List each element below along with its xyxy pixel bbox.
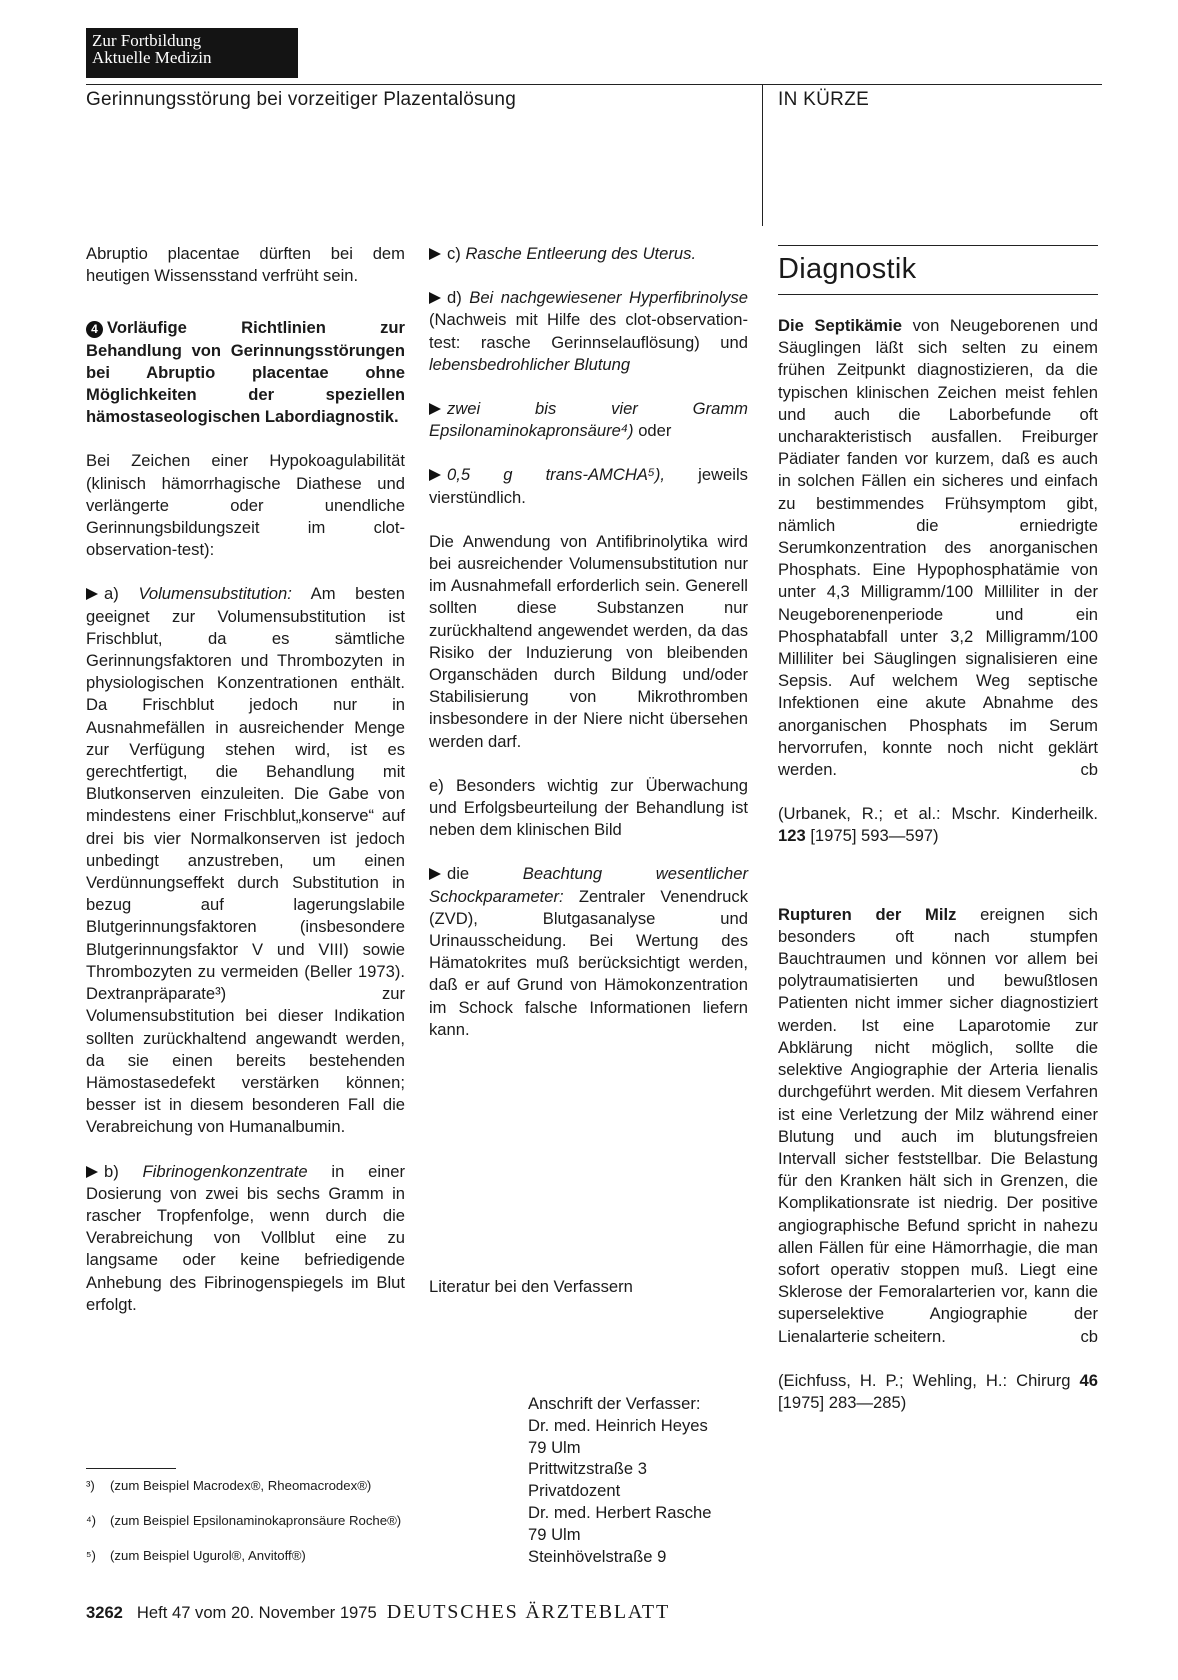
item-e: e) Besonders wichtig zur Überwachung und Erfolgsbeurteilung der Behandlung ist neben dem klinischen Bild [429, 775, 748, 840]
milzruptur-paragraph [778, 904, 1098, 1348]
antifibrinolytika-paragraph: Die Anwendung von Antifibrinolytika wird bei ausreichender Volumensubstitution nur im Ausnahmefall erforderlich sein. Generell sollten diese Substanzen nur zurückhaltend angewendet werden, da das Risiko der Induzierung von bleibenden Organschäden durch Bildung und/oder Stabilisierung von Mikrothromben insbesondere in der Niere nicht übersehen werden darf. [429, 531, 748, 751]
bullet-triangle-icon [429, 868, 441, 880]
footnote-number: ⁵) [86, 1548, 96, 1563]
bullet-triangle-icon [429, 403, 441, 415]
reference-pages: [1975] 593—597) [810, 826, 939, 846]
bullet-triangle-icon [429, 248, 441, 260]
rubric-line-2: Aktuelle Medizin [92, 48, 212, 67]
article-title: Gerinnungsstörung bei vorzeitiger Plazentalösung [86, 89, 516, 110]
intro-text: Abruptio placentae dürften bei dem heutigen Wissensstand verfrüht sein. [86, 244, 405, 286]
septikaemie-reference [778, 803, 1098, 847]
reference-text: (Urbanek, R.; et al.: Mschr. Kinderheilk. [778, 804, 1098, 824]
address-line: Dr. med. Herbert Rasche [528, 1502, 712, 1522]
address-line: Anschrift der Verfasser: [528, 1394, 701, 1413]
footnote-text: (zum Beispiel Macrodex®, Rheomacrodex®) [110, 1478, 372, 1493]
page-number: 3262 [86, 1603, 123, 1622]
dose-epsilon-term: zwei bis vier Gramm Epsilonaminokapronsäure⁴) [429, 399, 748, 441]
bullet-triangle-icon [429, 292, 441, 304]
page-footer [86, 1601, 670, 1624]
item-b-prefix: b) [104, 1161, 119, 1181]
bullet-triangle-icon [429, 469, 441, 481]
reference-pages: [1975] 283—285) [778, 1392, 907, 1412]
footnote-5 [86, 1548, 406, 1563]
address-line: Steinhövelstraße 9 [528, 1546, 667, 1566]
item-d [429, 287, 748, 376]
dose-epsilon [429, 398, 748, 442]
item-d-term: Bei nachgewiesener Hyperfibrinolyse [469, 288, 748, 308]
guidelines-heading-text: Vorläufige Richtlinien zur Behandlung von Gerinnungsstörungen bei Abruptio placentae ohne Möglichkeiten der speziellen hämostaseologischen Labordiagnostik. [86, 318, 405, 427]
item-d-term2: lebensbedrohlicher Blutung [429, 354, 631, 374]
section-rule-top [778, 245, 1098, 246]
address-line: 79 Ulm [528, 1437, 581, 1457]
footnote-4 [86, 1513, 406, 1528]
column-3 [778, 245, 1098, 1414]
milzruptur-text: ereignen sich besonders oft nach stumpfen Bauchtraumen und können vor allem bei polytraumatisierten und bewußtlosen Patienten nicht immer sicher diagnostiziert werden. Ist eine Laparotomie zur Abklärung nicht möglich, sollte die selektive Angiographie der Arteria lienalis durchgeführt werden. Mit diesem Verfahren ist eine Verletzung der Milz während einer Blutung und auch im blutungsfreien Intervall sicher feststellbar. Die Belastung für den Kranken hält sich in Grenzen, die Komplikationsrate ist niedrig. Der positive angiographische Befund spricht in nahezu allen Fällen für eine Hämorrhagie, die man sofort operativ stoppen muß. Liegt eine Sklerose der Femoralarterien vor, kann die superselektive Angiographie der Lienalarterie scheitern. [778, 904, 1098, 1346]
item-a-term: Volumensubstitution: [138, 584, 292, 604]
dose-epsilon-text: oder [638, 421, 672, 441]
footnote-rule [86, 1468, 176, 1469]
address-line: Prittwitzstraße 3 [528, 1459, 647, 1479]
bullet-triangle-icon [86, 1166, 98, 1178]
schockparameter-prefix: die [447, 864, 470, 884]
item-b-term: Fibrinogenkonzentrate [142, 1161, 308, 1181]
item-c-prefix: c) [447, 244, 461, 263]
author-address [528, 1393, 712, 1567]
bullet-triangle-icon [86, 588, 98, 600]
number-badge: 4 [86, 321, 103, 338]
author-initials: cb [1080, 760, 1098, 780]
item-a-prefix: a) [104, 584, 119, 604]
reference-volume: 123 [778, 826, 806, 846]
dose-amcha [429, 464, 748, 508]
reference-text: (Eichfuss, H. P.; Wehling, H.: Chirurg [778, 1370, 1071, 1390]
septikaemie-text: von Neugeborenen und Säuglingen läßt sich selten zu einem frühen Zeitpunkt diagnostizieren, da die typischen klinischen Zeichen meist fehlen und auch die Laborbefunde oft uncharakteristisch ausfallen. Freiburger Pädiater fanden vor kurzem, daß es auch in solchen Fällen ein sicheres und einfach zu bestimmendes Frühsymptom gibt, nämlich die erniedrigte Serumkonzentration des anorganischen Phosphats. Eine Hypophosphatämie von unter 4,3 Milligramm/100 Milliliter in der Neugeborenenperiode und ein Phosphatabfall unter 3,2 Milligramm/100 Milliliter bei Säuglingen signalisieren eine Sepsis. Auf welchem Weg septische Infektionen eine akute Abnahme des anorganischen Phosphats im Serum hervorrufen, konnte noch nicht geklärt werden. [778, 316, 1098, 780]
septikaemie-lead: Die Septikämie [778, 316, 903, 335]
footnote-text: (zum Beispiel Epsilonaminokapronsäure Roche®) [110, 1513, 402, 1528]
address-line: Privatdozent [528, 1481, 621, 1501]
rubric-line-1: Zur Fortbildung [92, 31, 202, 50]
footnote-number: ⁴) [86, 1513, 97, 1528]
item-d-prefix: d) [447, 288, 462, 308]
section-title: Diagnostik [778, 253, 917, 285]
journal-name: DEUTSCHES ÄRZTEBLATT [386, 1601, 670, 1623]
footnote-number: ³) [86, 1478, 95, 1493]
footnote-text: (zum Beispiel Ugurol®, Anvitoff®) [110, 1548, 306, 1563]
septikaemie-paragraph [778, 315, 1098, 781]
issue-info: Heft 47 vom 20. November 1975 [136, 1603, 377, 1622]
column-2 [429, 243, 748, 1041]
author-initials: cb [1080, 1326, 1098, 1346]
item-a [86, 583, 405, 1138]
guidelines-heading [86, 317, 405, 428]
item-b-text: in einer Dosierung von zwei bis sechs Gramm in rascher Tropfenfolge, wenn durch die Verabreichung von Vollblut eine zu langsame oder keine befriedigende Anhebung des Fibrinogenspiegels im Blut erfolgt. [86, 1161, 405, 1314]
item-c-term: Rasche Entleerung des Uterus. [465, 244, 697, 263]
item-b [86, 1161, 405, 1316]
item-d-text: (Nachweis mit Hilfe des clot-observation-test: rasche Gerinnselauflösung) und [429, 310, 748, 352]
section-label: IN KÜRZE [778, 89, 870, 110]
item-c [429, 243, 748, 265]
dose-amcha-text: jeweils vierstündlich. [429, 465, 748, 507]
hypokoagulabilitaet-paragraph: Bei Zeichen einer Hypokoagulabilität (klinisch hämorrhagische Diathese und verlängerte oder unendliche Gerinnungsbildungszeit im clot-observation-test): [86, 451, 405, 560]
milzruptur-lead: Rupturen der Milz [778, 904, 957, 924]
address-line: Dr. med. Heinrich Heyes [528, 1415, 708, 1435]
item-a-text: Am besten geeignet zur Volumensubstitution ist Frischblut, da es sämtliche Gerinnungsfaktoren und Thrombozyten in physiologischen Konzentrationen enthält. Da Frischblut jedoch nur in Ausnahmefällen in ausreichender Menge zur Verfügung stehen wird, ist es gerechtfertigt, die Behandlung mit Blutkonserven einzuleiten. Die Gabe von mindestens einer Frischblut„konserve“ auf drei bis vier Normalkonserven ist jedoch unbedingt anzustreben, um einen Verdünnungseffekt durch Substitution in bezug auf lagerungslabile Blutgerinnungsfaktoren (insbesondere Blutgerinnungsfaktor V und VIII) sowie Thrombozyten zu vermeiden (Beller 1973). Dextranpräparate³) zur Volumensubstitution bei dieser Indikation sollten zurückhaltend angewandt werden, da sie einen bereits bestehenden Hämostasedefekt verstärken können; besser ist in diesem besonderen Fall die Verabreichung von Humanalbumin. [86, 584, 405, 1137]
literature-note: Literatur bei den Verfassern [429, 1277, 633, 1296]
header-rule [86, 84, 1102, 85]
column-divider [762, 84, 763, 226]
footnote-3 [86, 1478, 406, 1493]
schockparameter-text: Zentraler Venendruck (ZVD), Blutgasanalyse und Urinausscheidung. Bei Wertung des Hämatokrites muß berücksichtigt werden, daß er auf Grund von Hämokonzentration im Schock falsche Informationen liefern kann. [429, 886, 748, 1039]
schockparameter-term: Beachtung wesentlicher Schockparameter: [429, 864, 748, 906]
dose-amcha-term: 0,5 g trans-AMCHA⁵), [447, 465, 666, 485]
schockparameter-item [429, 863, 748, 1041]
column-1 [86, 243, 405, 1316]
reference-volume: 46 [1079, 1370, 1098, 1390]
rubric-tag [86, 28, 298, 78]
address-line: 79 Ulm [528, 1524, 581, 1544]
milzruptur-reference [778, 1370, 1098, 1414]
